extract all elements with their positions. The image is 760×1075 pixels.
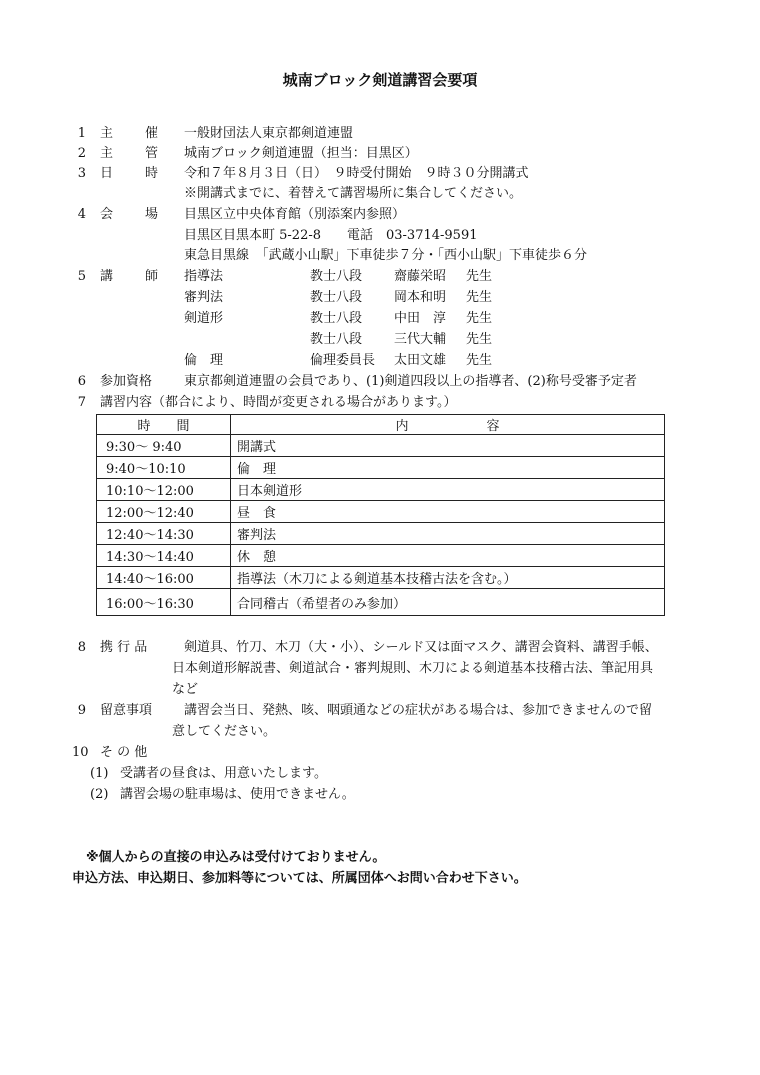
item-label: 参加資格 (100, 374, 153, 389)
cell-content: 日本剣道形 (231, 479, 665, 501)
instructor-rank: 教士八段 (310, 332, 363, 347)
item-value: 令和７年８月３日（日） ９時受付開始 ９時３０分開講式 (184, 166, 529, 181)
cell-time: 10:10〜12:00 (97, 479, 231, 501)
cell-time: 14:30〜14:40 (97, 545, 231, 567)
instructor-subject: 倫 理 (184, 353, 224, 368)
bring-line-1: 剣道具、竹刀、木刀（大・小）、シールド又は面マスク、講習会資料、講習手帳、 (184, 640, 658, 655)
instructor-title: 先生 (466, 290, 493, 305)
table-row (97, 523, 665, 545)
item-number: 5 (77, 269, 86, 284)
cell-content: 休 憩 (231, 545, 665, 567)
item-number: 9 (77, 703, 86, 718)
footer-notice-2: 申込方法、申込期日、参加料等については、所属団体へお問い合わせ下さい。 (72, 871, 527, 886)
item-number: 2 (77, 146, 86, 161)
venue-address: 目黒区目黒本町 5-22-8 電話 03-3714-9591 (184, 228, 478, 243)
venue-access: 東急目黒線 「武蔵小山駅」下車徒歩７分・「西小山駅」下車徒歩６分 (184, 248, 588, 263)
table-row (97, 589, 665, 616)
other-item-number: (1) (90, 766, 109, 781)
item-value: 城南ブロック剣道連盟（担当：目黒区） (184, 146, 418, 161)
item-note: ※開講式までに、着替えて講習場所に集合してください。 (184, 186, 523, 201)
instructor-subject: 審判法 (184, 290, 224, 305)
table-row (97, 435, 665, 457)
table-row (97, 545, 665, 567)
item-label-a: 日 (100, 166, 114, 181)
item-label-b: 師 (145, 269, 159, 284)
cell-content: 倫 理 (231, 457, 665, 479)
item-label: 留意事項 (100, 703, 153, 718)
item-label: 講習内容（都合により、時間が変更される場合があります。） (100, 395, 457, 410)
item-label-a: 会 (100, 207, 114, 222)
table-header-row (97, 415, 665, 435)
item-value: 東京都剣道連盟の会員であり、(1)剣道四段以上の指導者、(2)称号受審予定者 (184, 374, 637, 389)
instructor-rank: 教士八段 (310, 269, 363, 284)
item-label-b: 時 (145, 166, 159, 181)
cell-content: 開講式 (231, 435, 665, 457)
table-row (97, 479, 665, 501)
notes-line-2: 意してください。 (172, 724, 277, 739)
instructor-title: 先生 (466, 332, 493, 347)
footer-notice-1: ※個人からの直接の申込みは受付けておりません。 (86, 850, 386, 865)
cell-time: 14:40〜16:00 (97, 567, 231, 589)
item-number: 4 (77, 207, 86, 222)
cell-time: 9:40〜10:10 (97, 457, 231, 479)
notes-line-1: 講習会当日、発熱、咳、咽頭通などの症状がある場合は、参加できませんので留 (184, 703, 653, 718)
item-number: 7 (77, 395, 86, 410)
item-number: 1 (77, 126, 86, 141)
table-row (97, 457, 665, 479)
header-time: 時 間 (97, 415, 231, 435)
item-number: 3 (77, 166, 86, 181)
other-item-number: (2) (90, 787, 109, 802)
bring-line-3: など (172, 682, 199, 697)
instructor-subject: 剣道形 (184, 311, 224, 326)
item-label-b: 催 (145, 126, 159, 141)
instructor-title: 先生 (466, 353, 493, 368)
item-label-a: 講 (100, 269, 114, 284)
instructor-title: 先生 (466, 311, 493, 326)
other-item-text: 受講者の昼食は、用意いたします。 (120, 766, 327, 781)
instructor-name: 齋藤栄昭 (394, 269, 447, 284)
cell-content: 指導法（木刀による剣道基本技稽古法を含む。） (231, 567, 665, 589)
instructor-rank: 倫理委員長 (310, 353, 376, 368)
cell-content: 昼 食 (231, 501, 665, 523)
cell-content: 合同稽古（希望者のみ参加） (231, 589, 665, 616)
item-number: 10 (72, 745, 89, 760)
table-row (97, 567, 665, 589)
header-content: 内 容 (231, 415, 665, 435)
item-label-a: 主 (100, 126, 114, 141)
instructor-rank: 教士八段 (310, 311, 363, 326)
bring-line-2: 日本剣道形解説書、剣道試合・審判規則、木刀による剣道基本技稽古法、筆記用具 (172, 661, 654, 676)
item-label-a: 主 (100, 146, 114, 161)
instructor-name: 岡本和明 (394, 290, 447, 305)
instructor-name: 三代大輔 (394, 332, 447, 347)
item-value: 一般財団法人東京都剣道連盟 (184, 126, 354, 141)
schedule-table (96, 414, 665, 616)
cell-time: 12:00〜12:40 (97, 501, 231, 523)
item-label: 携 行 品 (100, 640, 148, 655)
cell-content: 審判法 (231, 523, 665, 545)
instructor-name: 太田文雄 (394, 353, 447, 368)
other-item-text: 講習会場の駐車場は、使用できません。 (120, 787, 355, 802)
item-label: そ の 他 (100, 745, 148, 760)
item-number: 6 (77, 374, 86, 389)
item-value: 目黒区立中央体育館（別添案内参照） (184, 207, 406, 222)
cell-time: 16:00〜16:30 (97, 589, 231, 616)
instructor-title: 先生 (466, 269, 493, 284)
page-title: 城南ブロック剣道講習会要項 (282, 71, 478, 89)
instructor-name: 中田 淳 (394, 311, 447, 326)
item-number: 8 (77, 640, 86, 655)
cell-time: 9:30〜 9:40 (97, 435, 231, 457)
item-label-b: 管 (145, 146, 159, 161)
cell-time: 12:40〜14:30 (97, 523, 231, 545)
table-row (97, 501, 665, 523)
instructor-subject: 指導法 (184, 269, 224, 284)
item-label-b: 場 (145, 207, 159, 222)
instructor-rank: 教士八段 (310, 290, 363, 305)
